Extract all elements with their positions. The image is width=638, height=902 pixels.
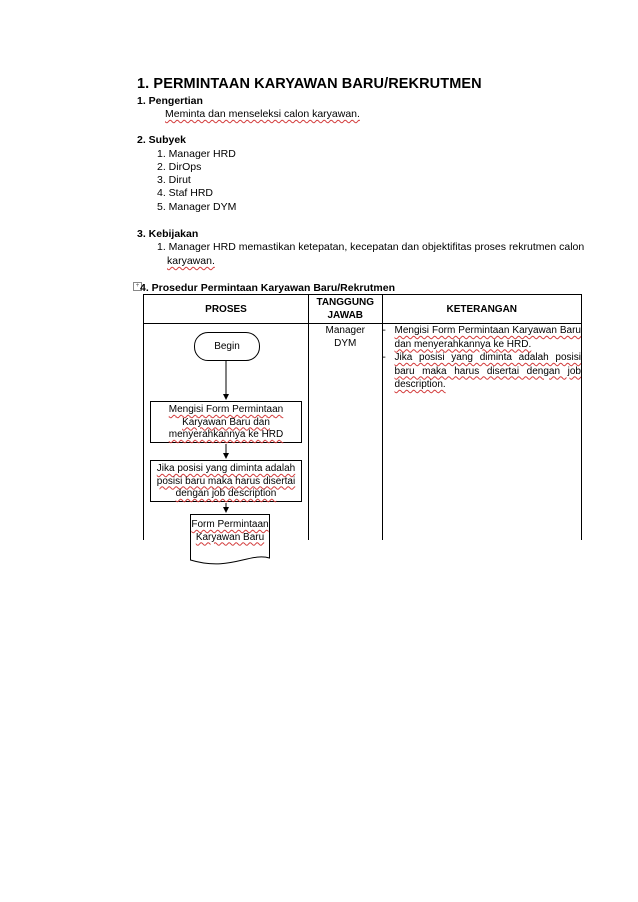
- flow-step2-text: Jika posisi yang diminta adalah posisi baru maka harus disertai dengan job description: [156, 463, 296, 499]
- flowchart: [144, 324, 308, 543]
- keterangan-item-2: [383, 351, 581, 392]
- proses-cell: [144, 324, 309, 541]
- subyek-item-3: 3. Dirut: [157, 174, 191, 186]
- section-pengertian-text: Meminta dan menseleksi calon karyawan.: [165, 108, 360, 120]
- tanggung-jawab-cell: [309, 324, 383, 541]
- tanggung-jawab-value: Manager DYM: [325, 325, 365, 349]
- flow-document-label: Form Permintaan Karyawan Baru: [191, 519, 269, 543]
- header-proses: PROSES: [144, 295, 309, 324]
- subyek-item-1: 1. Manager HRD: [157, 148, 236, 160]
- kebijakan-item-line1: 1. Manager HRD memastikan ketepatan, kecepatan dan objektifitas proses rekrutmen calon: [157, 241, 585, 253]
- page-title: 1. PERMINTAAN KARYAWAN BARU/REKRUTMEN: [137, 76, 482, 92]
- list-dash: -: [382, 325, 386, 336]
- flow-step-mengisi-form: [150, 401, 302, 443]
- section-prosedur-heading: 4. Prosedur Permintaan Karyawan Baru/Rekrutmen: [140, 282, 396, 294]
- header-keterangan: KETERANGAN: [382, 295, 581, 324]
- section-kebijakan-heading: 3. Kebijakan: [137, 228, 199, 240]
- subyek-item-2: 2. DirOps: [157, 161, 202, 173]
- flow-step-jika-posisi: [150, 460, 302, 502]
- kebijakan-item-line2: karyawan.: [167, 255, 215, 267]
- table-row: [144, 324, 582, 541]
- flow-step1-text: Mengisi Form Permintaan Karyawan Baru dan menyerahkannya ke HRD: [168, 404, 284, 440]
- section-subyek-heading: 2. Subyek: [137, 134, 187, 146]
- keterangan-text-2: Jika posisi yang diminta adalah posisi baru maka harus disertai dengan job description.: [394, 352, 581, 390]
- keterangan-text-1: Mengisi Form Permintaan Karyawan Baru dan menyerahkannya ke HRD.: [394, 325, 581, 350]
- header-tanggung-jawab: TANGGUNG JAWAB: [309, 295, 383, 324]
- flow-begin-terminator: Begin: [194, 332, 260, 361]
- table-anchor-icon[interactable]: +: [133, 282, 142, 291]
- keterangan-item-1: [383, 324, 581, 351]
- table-header-row: [144, 295, 582, 324]
- procedure-table: [143, 294, 582, 543]
- subyek-item-5: 5. Manager DYM: [157, 201, 237, 213]
- section-pengertian-heading: 1. Pengertian: [137, 95, 203, 107]
- keterangan-cell: [382, 324, 581, 541]
- list-dash: -: [382, 352, 386, 363]
- subyek-item-4: 4. Staf HRD: [157, 187, 214, 199]
